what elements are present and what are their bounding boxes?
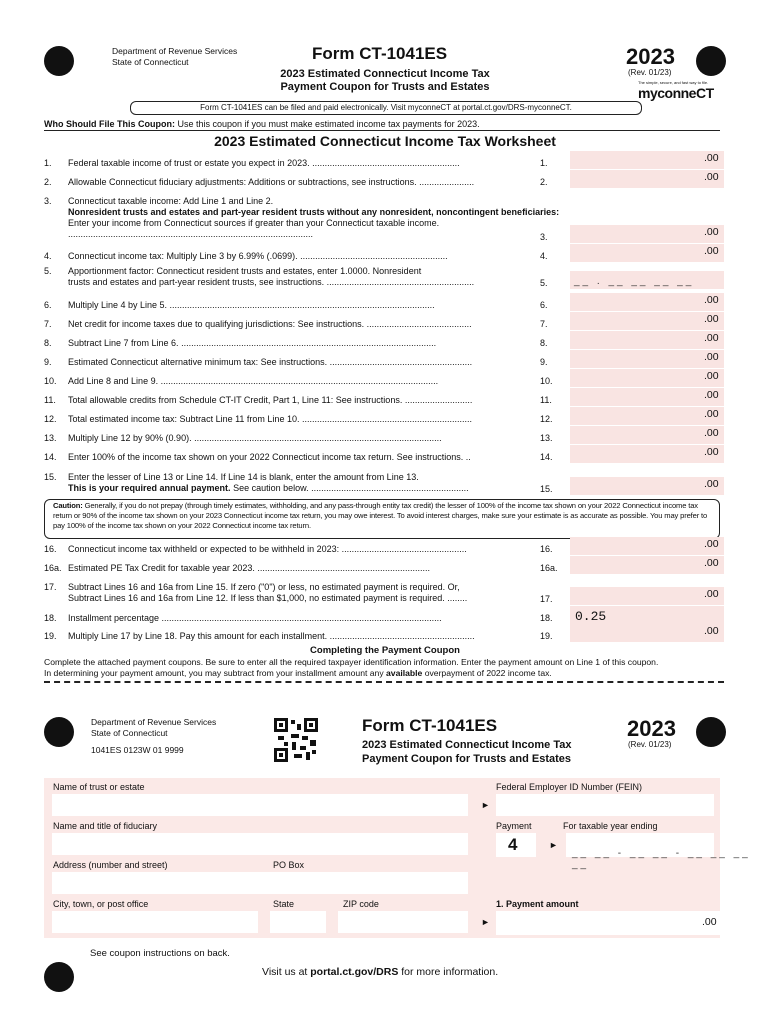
amount-input[interactable] xyxy=(496,911,720,935)
address-input[interactable] xyxy=(52,872,468,894)
line-text-main: Multiply Line 12 by 90% (0.90). ................................................................................................... xyxy=(68,433,442,443)
caution-box xyxy=(44,499,720,539)
worksheet-line xyxy=(44,452,560,464)
cents-label: .00 xyxy=(704,226,719,238)
line-text xyxy=(68,613,560,624)
line-text-main: Total estimated income tax: Subtract Line 11 from Line 10. .................................................................... xyxy=(68,414,472,424)
line-text xyxy=(68,414,560,425)
line-text-main: Allowable Connecticut fiduciary adjustments: Additions or subtractions, see instructions. ...................... xyxy=(68,177,475,187)
line-text xyxy=(68,563,560,574)
completing-title: Completing the Payment Coupon xyxy=(310,645,460,656)
city-input[interactable] xyxy=(52,911,258,933)
logo-tagline: The simple, secure, and fast way to file. xyxy=(638,80,709,85)
worksheet-line xyxy=(44,300,560,312)
coupon-subtitle xyxy=(362,738,571,766)
line-number: 1. xyxy=(44,158,52,168)
pobox-label: PO Box xyxy=(273,860,305,870)
dept-name: Department of Revenue Services xyxy=(112,46,238,56)
form-title: Form CT-1041ES xyxy=(312,44,448,63)
visit-us xyxy=(262,966,498,978)
coupon-year: 2023 xyxy=(627,716,676,741)
payment-number: 4 xyxy=(508,835,518,854)
line-reference: 19. xyxy=(540,631,553,641)
line-text-main: Connecticut income tax: Multiply Line 3 by 6.99% (.0699). ........................................................... xyxy=(68,251,448,261)
worksheet-line xyxy=(44,544,560,556)
line-number: 12. xyxy=(44,414,57,424)
amount-cents: .00 xyxy=(702,916,717,928)
worksheet-line xyxy=(44,177,560,189)
line-number: 10. xyxy=(44,376,57,386)
who-label: Who Should File This Coupon: xyxy=(44,119,175,129)
line-text xyxy=(68,433,560,444)
worksheet-line xyxy=(44,414,560,426)
cents-label: .00 xyxy=(704,588,719,600)
cents-label: .00 xyxy=(704,389,719,401)
cents-label: .00 xyxy=(704,294,719,306)
fein-label: Federal Employer ID Number (FEIN) xyxy=(496,782,643,792)
line-text-main: Subtract Lines 16 and 16a from Line 15. If zero ("0") or less, no estimated payment is required. Or, Subtract Lines 16 and 16a from Line 12. If less than $1,000, no estimated payment is required. ........ xyxy=(68,582,468,603)
cents-label: .00 xyxy=(704,427,719,439)
amount-field[interactable] xyxy=(570,293,724,311)
line-text xyxy=(68,631,560,642)
line-text-main: Enter the lesser of Line 13 or Line 14. If Line 14 is blank, enter the amount from Line 13. xyxy=(68,472,419,482)
subtitle-line1: 2023 Estimated Connecticut Income Tax xyxy=(280,68,490,80)
visit-text-c: for more information. xyxy=(401,966,499,978)
line-number: 5. xyxy=(44,266,52,276)
line-text xyxy=(68,177,560,188)
cents-label: .00 xyxy=(704,538,719,550)
cents-label: .00 xyxy=(704,370,719,382)
line-reference: 11. xyxy=(540,395,552,405)
completing-text xyxy=(44,657,734,679)
line-text-main: Estimated Connecticut alternative minimum tax: See instructions. ......................................................... xyxy=(68,357,473,367)
state-input[interactable] xyxy=(270,911,326,933)
apportionment-dashes: __ . __ __ __ __ xyxy=(574,276,695,287)
line-text-main: Connecticut taxable income: Add Line 1 and Line 2. xyxy=(68,196,274,206)
registration-mark xyxy=(44,717,74,747)
line-text xyxy=(68,357,560,368)
worksheet-line xyxy=(44,158,560,170)
amount-field[interactable] xyxy=(570,170,724,188)
line-text-main: Installment percentage ................................................................................................................ xyxy=(68,613,442,623)
line-text xyxy=(68,300,560,311)
line-text-main: Add Line 8 and Line 9. ............................................................................................................... xyxy=(68,376,439,386)
qr-code-icon xyxy=(274,718,318,762)
visit-text-a: Visit us at xyxy=(262,966,308,978)
amount-field[interactable] xyxy=(570,350,724,368)
line-number: 7. xyxy=(44,319,52,329)
line-reference: 17. xyxy=(540,594,553,604)
worksheet-line xyxy=(44,376,560,388)
divider xyxy=(44,130,720,131)
cents-label: .00 xyxy=(704,625,719,637)
coupon-subtitle-line2: Payment Coupon for Trusts and Estates xyxy=(362,753,572,765)
amount-field[interactable] xyxy=(570,331,724,349)
caution-label: Caution: xyxy=(53,501,83,510)
who-text: Use this coupon if you must make estimated income tax payments for 2023. xyxy=(177,119,480,129)
completing-line2c: overpayment of 2022 income tax. xyxy=(424,668,552,678)
line-text-bold: Nonresident trusts and estates and part-year resident trusts without any nonresident, noncontingent beneficiaries: xyxy=(68,207,560,217)
fiduciary-label: Name and title of fiduciary xyxy=(53,821,158,831)
amount-field[interactable] xyxy=(570,225,724,243)
line-text xyxy=(68,395,560,406)
name-input[interactable] xyxy=(52,794,468,816)
line-text-main: Net credit for income taxes due to qualifying jurisdictions: See instructions. .......................................... xyxy=(68,319,472,329)
subtitle xyxy=(240,68,530,94)
line-reference: 4. xyxy=(540,251,548,261)
line-text-rest: Enter your income from Connecticut sources if greater than your Connecticut taxable income. .................................................................................................. xyxy=(68,218,440,239)
name-label: Name of trust or estate xyxy=(53,782,145,792)
line-number: 4. xyxy=(44,251,52,261)
line-reference: 1. xyxy=(540,158,548,168)
line-reference: 13. xyxy=(540,433,553,443)
revision: (Rev. 01/23) xyxy=(628,68,672,77)
e-file-notice: Form CT-1041ES can be filed and paid electronically. Visit myconneCT at portal.ct.gov/DRS-myconneCT. xyxy=(130,101,642,115)
fiduciary-input[interactable] xyxy=(52,833,468,855)
worksheet-line xyxy=(44,472,560,496)
logo-text: myconneCT xyxy=(638,85,714,101)
line-reference: 8. xyxy=(540,338,548,348)
coupon-revision: (Rev. 01/23) xyxy=(628,740,672,749)
coupon-form-title: Form CT-1041ES xyxy=(362,716,498,735)
amount-field[interactable] xyxy=(570,587,724,605)
line-number: 8. xyxy=(44,338,52,348)
line-reference: 15. xyxy=(540,484,553,494)
form-year: 2023 xyxy=(626,44,675,69)
worksheet-line xyxy=(44,319,560,331)
worksheet-line xyxy=(44,338,560,350)
line-text xyxy=(68,158,560,169)
coupon-code: 1041ES 0123W 01 9999 xyxy=(91,745,184,755)
worksheet-line xyxy=(44,266,560,290)
amount-field[interactable] xyxy=(570,426,724,444)
line-text xyxy=(68,582,560,604)
line-reference: 5. xyxy=(540,278,548,288)
line-text-main: Multiply Line 17 by Line 18. Pay this amount for each installment. .......................................................... xyxy=(68,631,475,641)
line-number: 3. xyxy=(44,196,52,206)
cents-label: .00 xyxy=(704,408,719,420)
cents-label: .00 xyxy=(704,171,719,183)
dept-block xyxy=(112,46,237,68)
line-text xyxy=(68,266,560,288)
registration-mark xyxy=(696,46,726,76)
cents-label: .00 xyxy=(704,332,719,344)
line-number: 17. xyxy=(44,582,57,592)
line-number: 14. xyxy=(44,452,57,462)
line-reference: 12. xyxy=(540,414,553,424)
amount-field[interactable] xyxy=(570,388,724,406)
coupon-subtitle-line1: 2023 Estimated Connecticut Income Tax xyxy=(362,739,572,751)
line-text-main: Connecticut income tax withheld or expected to be withheld in 2023: .................................................. xyxy=(68,544,467,554)
amount-field[interactable] xyxy=(570,312,724,330)
registration-mark xyxy=(44,46,74,76)
registration-mark xyxy=(44,962,74,992)
coupon-state: State of Connecticut xyxy=(91,728,168,738)
line-text xyxy=(68,196,560,240)
cents-label: .00 xyxy=(704,152,719,164)
coupon-dept: Department of Revenue Services xyxy=(91,717,217,727)
line-number: 2. xyxy=(44,177,52,187)
line-number: 18. xyxy=(44,613,57,623)
taxyear-label: For taxable year ending xyxy=(563,821,658,831)
line-reference: 3. xyxy=(540,232,548,242)
line-text xyxy=(68,319,560,330)
worksheet-line xyxy=(44,582,560,606)
completing-line2 xyxy=(44,668,734,679)
city-label: City, town, or post office xyxy=(53,899,149,909)
line-text xyxy=(68,251,560,262)
taxyear-dashes: __ __ - __ __ - __ __ __ __ xyxy=(572,848,751,870)
address-label: Address (number and street) xyxy=(53,860,168,870)
amount-field[interactable] xyxy=(570,537,724,555)
line-text-main: Subtract Line 7 from Line 6. ...................................................................................................... xyxy=(68,338,437,348)
line-text-main: Federal taxable income of trust or estate you expect in 2023. ........................................................... xyxy=(68,158,460,168)
amount-label: 1. Payment amount xyxy=(496,899,579,909)
worksheet-line xyxy=(44,395,560,407)
cents-label: .00 xyxy=(704,245,719,257)
worksheet-line xyxy=(44,433,560,445)
tear-line xyxy=(44,681,724,683)
line-reference: 7. xyxy=(540,319,548,329)
zip-label: ZIP code xyxy=(343,899,379,909)
worksheet-line xyxy=(44,357,560,369)
line-reference: 16. xyxy=(540,544,553,554)
arrow-right-icon: ► xyxy=(481,800,490,810)
line-text-main: Enter 100% of the income tax shown on your 2022 Connecticut income tax return. See instructions. .. xyxy=(68,452,471,462)
arrow-right-icon: ► xyxy=(549,840,558,850)
state-name: State of Connecticut xyxy=(112,57,189,67)
cents-label: .00 xyxy=(704,313,719,325)
line-text xyxy=(68,376,560,387)
line-text-main: Total allowable credits from Schedule CT-IT Credit, Part 1, Line 11: See instructions. ........................... xyxy=(68,395,473,405)
arrow-right-icon: ► xyxy=(481,917,490,927)
subtitle-line2: Payment Coupon for Trusts and Estates xyxy=(280,81,490,93)
installment-percentage: 0.25 xyxy=(575,609,607,624)
line-reference: 10. xyxy=(540,376,553,386)
line-text-bold: This is your required annual payment. xyxy=(68,483,231,493)
line-number: 19. xyxy=(44,631,57,641)
line-reference: 6. xyxy=(540,300,548,310)
cents-label: .00 xyxy=(704,351,719,363)
completing-line2b: available xyxy=(386,668,423,678)
who-should-file xyxy=(44,119,480,129)
worksheet-line xyxy=(44,251,560,263)
line-number: 16. xyxy=(44,544,57,554)
state-label: State xyxy=(273,899,295,909)
payment-label: Payment xyxy=(496,821,532,831)
amount-field[interactable] xyxy=(570,624,724,642)
line-text xyxy=(68,544,560,555)
line-reference: 18. xyxy=(540,613,553,623)
cents-label: .00 xyxy=(704,478,719,490)
line-text xyxy=(68,452,560,463)
amount-field[interactable] xyxy=(570,244,724,262)
worksheet-line xyxy=(44,631,560,643)
worksheet-line xyxy=(44,196,560,244)
registration-mark xyxy=(696,717,726,747)
line-text xyxy=(68,472,560,494)
line-text-main: Multiply Line 4 by Line 5. .......................................................................................................... xyxy=(68,300,435,310)
completing-line2a: In determining your payment amount, you may subtract from your installment amount any xyxy=(44,668,384,678)
amount-field[interactable] xyxy=(570,407,724,425)
line-reference: 2. xyxy=(540,177,548,187)
line-text-rest: See caution below. ............................................................... xyxy=(233,483,469,493)
line-reference: 9. xyxy=(540,357,548,367)
cents-label: .00 xyxy=(704,557,719,569)
amount-field[interactable] xyxy=(570,445,724,463)
line-number: 16a. xyxy=(44,563,62,573)
line-text xyxy=(68,338,560,349)
amount-field[interactable] xyxy=(570,369,724,387)
amount-field[interactable] xyxy=(570,556,724,574)
line-number: 13. xyxy=(44,433,57,443)
amount-field[interactable] xyxy=(570,477,724,495)
line-number: 6. xyxy=(44,300,52,310)
worksheet-title: 2023 Estimated Connecticut Income Tax Worksheet xyxy=(214,133,556,149)
zip-input[interactable] xyxy=(338,911,468,933)
line-number: 11. xyxy=(44,395,56,405)
visit-link[interactable]: portal.ct.gov/DRS xyxy=(310,966,399,978)
worksheet-line xyxy=(44,563,560,575)
caution-text: Generally, if you do not prepay (through timely estimates, withholding, and any pass-through entity tax credit) the lesser of 100% of the income tax shown on your 2022 Connecticut income tax return or 90% of the income tax shown on your 2023 Connecticut income tax return, you may owe interest. To avoid interest charges, make sure your estimate is as accurate as possible. You may prefer to pay 100% of the income tax shown on your 2022 Connecticut income tax return. xyxy=(53,501,708,530)
amount-field[interactable] xyxy=(570,151,724,169)
line-text-main: Estimated PE Tax Credit for taxable year 2023. ..................................................................... xyxy=(68,563,430,573)
line-number: 9. xyxy=(44,357,52,367)
worksheet-line xyxy=(44,613,560,625)
see-instructions: See coupon instructions on back. xyxy=(90,948,230,959)
fein-input[interactable] xyxy=(496,794,714,816)
cents-label: .00 xyxy=(704,446,719,458)
line-reference: 14. xyxy=(540,452,553,462)
line-reference: 16a. xyxy=(540,563,558,573)
line-text-main: Apportionment factor: Connecticut resident trusts and estates, enter 1.0000. Nonresident trusts and estates and part-year resident trusts, see instructions. ........................................................... xyxy=(68,266,475,287)
myconnect-logo xyxy=(638,80,730,104)
completing-line1: Complete the attached payment coupons. Be sure to enter all the required taxpayer identification information. Enter the payment amount on Line 1 of this coupon. xyxy=(44,657,659,667)
line-number: 15. xyxy=(44,472,57,482)
coupon-dept-block xyxy=(91,717,216,756)
